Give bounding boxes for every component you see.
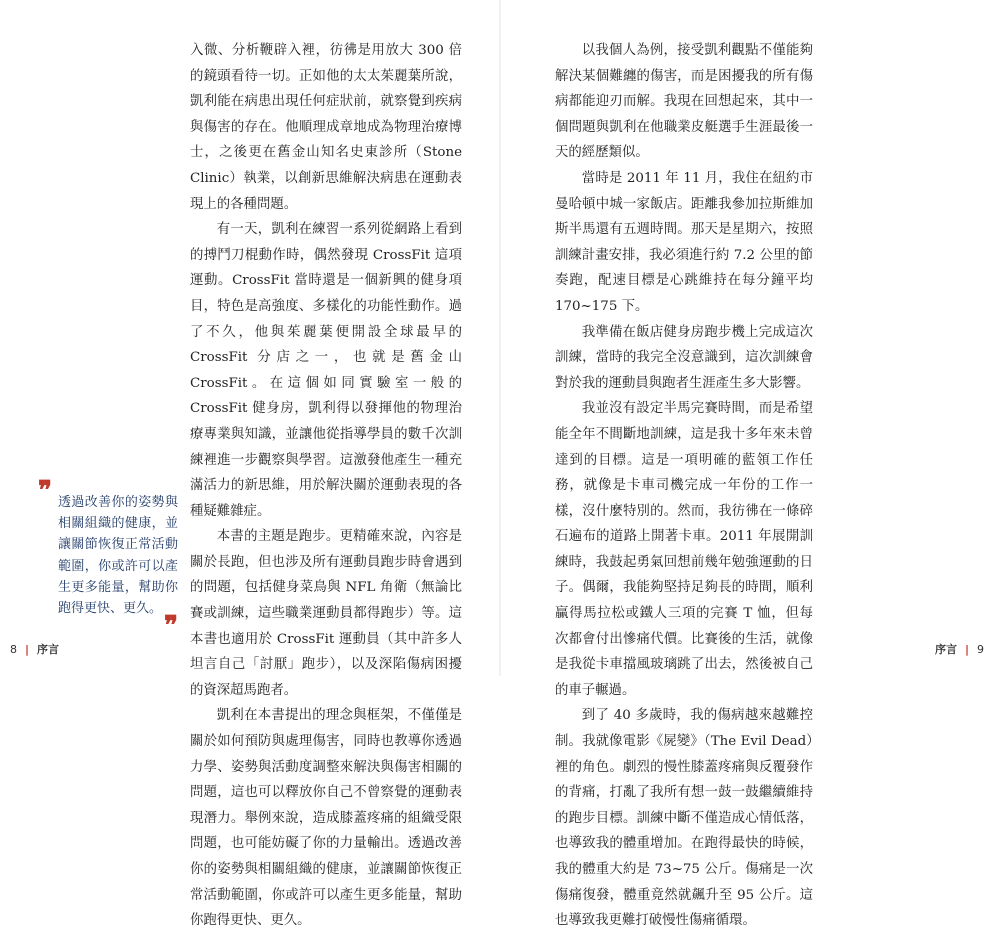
paragraph: 我並沒有設定半馬完賽時間，而是希望能全年不間斷地訓練，這是我十多年來未曾達到的目標。這是一項明確的藍領工作任務，就像是卡車司機完成一年份的工作一樣，沒什麼特別的。然而，我彷彿在一條碎石遍布的道路上開著卡車。2011 年展開訓練時，我鼓起勇氣回想前幾年勉強運動的日子。偶爾，我能夠堅持足夠長的時間，順利贏得馬拉松或鐵人三項的完賽 T 恤，但每次都會付出慘痛代價。比賽後的生活，就像是我從卡車擋風玻璃跳了出去，然後被自己的車子輾過。 xyxy=(555,401,813,698)
pull-quote-text: 透過改善你的姿勢與相關組織的健康，並讓關節恢復正常活動範圍，你或許可以產生更多能量，幫助你跑得更快、更久。 xyxy=(58,495,178,617)
paragraph: 凱利在本書提出的理念與框架，不僅僅是關於如何預防與處理傷害，同時也教導你透過力學、姿勢與活動度調整來解決與傷害相關的問題，這也可以釋放你自己不曾察覺的運動表現潛力。舉例來說，造成膝蓋疼痛的組織受限問題，也可能妨礙了你的力量輸出。透過改善你的姿勢與相關組織的健康，並讓關節恢復正常活動範圍，你或許可以產生更多能量，幫助你跑得更快、更久。 xyxy=(190,708,462,929)
paragraph: 當時是 2011 年 11 月，我住在紐約市曼哈頓中城一家飯店。距離我參加拉斯維加斯半馬還有五週時間。那天是星期六，按照訓練計畫安排，我必須進行約 7.2 公里的節奏跑，配速目標是心跳維持在每分鐘平均 170~175 下。 xyxy=(555,170,813,314)
footer-separator: | xyxy=(964,642,969,656)
right-text-column xyxy=(555,38,813,934)
left-page-footer xyxy=(10,641,59,657)
section-title: 序言 xyxy=(934,643,957,656)
right-page xyxy=(500,0,1000,929)
paragraph: 本書的主題是跑步。更精確來說，內容是關於長跑，但也涉及所有運動員跑步時會遇到的問題，包括健身菜鳥與 NFL 角衛（無論比賽或訓練，這些職業運動員都得跑步）等。這本書也適用於 CrossFit 運動員（其中許多人坦言自己「討厭」跑步），以及深陷傷病困擾的資深超馬跑者。 xyxy=(190,529,462,698)
paragraph: 到了 40 多歲時，我的傷病越來越難控制。我就像電影《屍變》（The Evil Dead）裡的角色。劇烈的慢性膝蓋疼痛與反覆發作的背痛，打亂了我所有想一鼓一鼓繼續維持的跑步目標。訓練中斷不僅造成心情低落，也導致我的體重增加。在跑得最快的時候，我的體重大約是 73~75 公斤。傷痛是一次傷痛復發，體重竟然就飆升至 95 公斤。這也導致我更難打破慢性傷痛循環。 xyxy=(555,708,813,929)
page-number: 9 xyxy=(977,642,984,656)
paragraph: 入微、分析鞭辟入裡，彷彿是用放大 300 倍的鏡頭看待一切。正如他的太太茱麗葉所說，凱利能在病患出現任何症狀前，就察覺到疾病與傷害的存在。他順理成章地成為物理治療博士，之後更在舊金山知名史東診所（Stone Clinic）執業，以創新思維解決病患在運動表現上的各種問題。 xyxy=(190,43,462,212)
open-quote-mark-icon: ❞ xyxy=(38,476,52,506)
page-number: 8 xyxy=(10,642,17,656)
close-quote-mark-icon: ❞ xyxy=(164,611,178,642)
right-page-footer xyxy=(935,641,984,657)
left-text-column xyxy=(190,38,462,934)
paragraph: 以我個人為例，接受凱利觀點不僅能夠解決某個難纏的傷害，而是困擾我的所有傷病都能迎刃而解。我現在回想起來，其中一個問題與凱利在他職業皮艇選手生涯最後一天的經歷類似。 xyxy=(555,43,813,161)
section-title: 序言 xyxy=(37,643,60,656)
footer-separator: | xyxy=(25,642,30,656)
pull-quote xyxy=(38,476,178,642)
paragraph: 有一天，凱利在練習一系列從網路上看到的搏鬥刀棍動作時，偶然發現 CrossFit 這項運動。CrossFit 當時還是一個新興的健身項目，特色是高強度、多樣化的功能性動作。過了不久，他與茱麗葉便開設全球最早的 CrossFit 分店之一，也就是舊金山 CrossFit。在這個如同實驗室一般的 CrossFit 健身房，凱利得以發揮他的物理治療專業與知識，並讓他從指導學員的數千次訓練裡進一步觀察與學習。這激發他產生一種充滿活力的新思維，用於解決關於運動表現的各種疑難雜症。 xyxy=(190,222,462,519)
paragraph: 我準備在飯店健身房跑步機上完成這次訓練，當時的我完全沒意識到，這次訓練會對於我的運動員與跑者生涯產生多大影響。 xyxy=(555,324,813,391)
left-page xyxy=(0,0,500,929)
